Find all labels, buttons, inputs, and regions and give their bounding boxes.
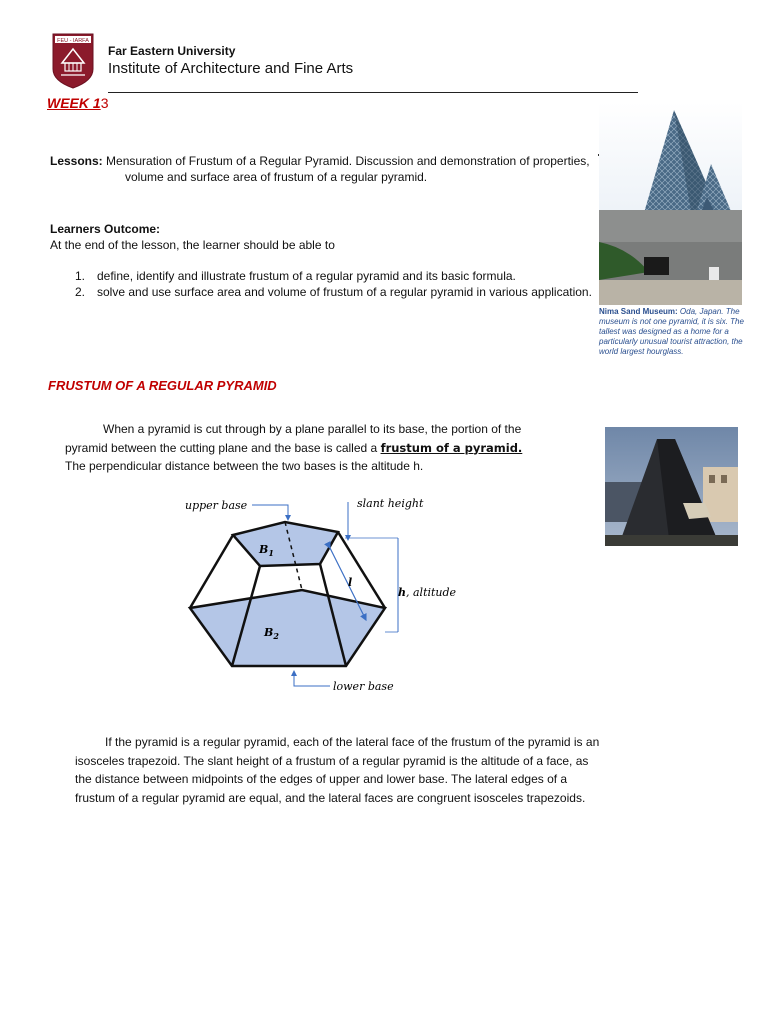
section-title: FRUSTUM OF A REGULAR PYRAMID (48, 378, 277, 393)
b2-label: $B_2$ (264, 626, 279, 641)
caption-title: Nima Sand Museum: (599, 307, 678, 316)
learners-outcome-intro: At the end of the lesson, the learner should be able to (50, 238, 335, 252)
caption-text: Oda, Japan. The museum is not one pyramid, it is six. The tallest was designed as a home for a particularly unusual tourist attraction, the world largest hourglass. (599, 307, 744, 356)
learners-outcome-list (75, 268, 592, 300)
lessons-text-1: Mensuration of Frustum of a Regular Pyramid. Discussion and demonstration of properties, (106, 154, 590, 168)
list-item: 1. define, identify and illustrate frustum of a regular pyramid and its basic formula. (75, 269, 516, 283)
l-label: l (348, 576, 353, 589)
week-number: 3 (100, 95, 109, 111)
week-label (47, 95, 108, 111)
lower-base-face (190, 590, 385, 666)
institute-name: Institute of Architecture and Fine Arts (108, 60, 354, 77)
upper-base-face (233, 522, 338, 566)
intro-paragraph (65, 420, 545, 476)
logo-text: FEU - IARFA (57, 38, 89, 44)
feu-logo (52, 33, 94, 89)
intro-text-b: The perpendicular distance between the two bases is the altitude h. (65, 459, 424, 473)
upper-base-label: upper base (185, 499, 248, 512)
header-rule (108, 80, 638, 93)
lower-base-label: lower base (333, 680, 394, 693)
lessons-label: Lessons: (50, 154, 103, 168)
list-item: 2. solve and use surface area and volume of frustum of a regular pyramid in various application. (75, 285, 592, 299)
frustum-building-photo (605, 427, 738, 546)
university-name: Far Eastern University (108, 44, 236, 58)
intro-text-a: When a pyramid is cut through by a plane parallel to its base, the portion of the pyramid between the cutting plane and the base is called a (65, 422, 522, 455)
b1-label: $B_1$ (259, 543, 274, 558)
regular-pyramid-paragraph (75, 733, 605, 807)
lessons-text-2: volume and surface area of frustum of a regular pyramid. (125, 170, 428, 184)
paragraph-2-text: If the pyramid is a regular pyramid, each of the lateral face of the frustum of the pyramid is an isosceles trapezoid. The slant height of a frustum of a regular pyramid is the altitude of a face, as the distance between midpoints of the edges of upper and lower base. The lateral edges of a frustum of a regular pyramid are equal, and the lateral faces are congruent isosceles trapezoids. (75, 735, 600, 805)
frustum-term: frustum of a pyramid. (380, 440, 523, 455)
lessons-block (50, 153, 590, 185)
slant-height-label: slant height (357, 497, 424, 510)
photo-caption (599, 307, 744, 357)
learners-outcome-title: Learners Outcome: (50, 222, 161, 236)
nima-sand-museum-photo (599, 102, 742, 305)
week-prefix: WEEK 1 (47, 95, 101, 111)
altitude-label: h, altitude (398, 586, 457, 599)
frustum-diagram (170, 490, 480, 700)
